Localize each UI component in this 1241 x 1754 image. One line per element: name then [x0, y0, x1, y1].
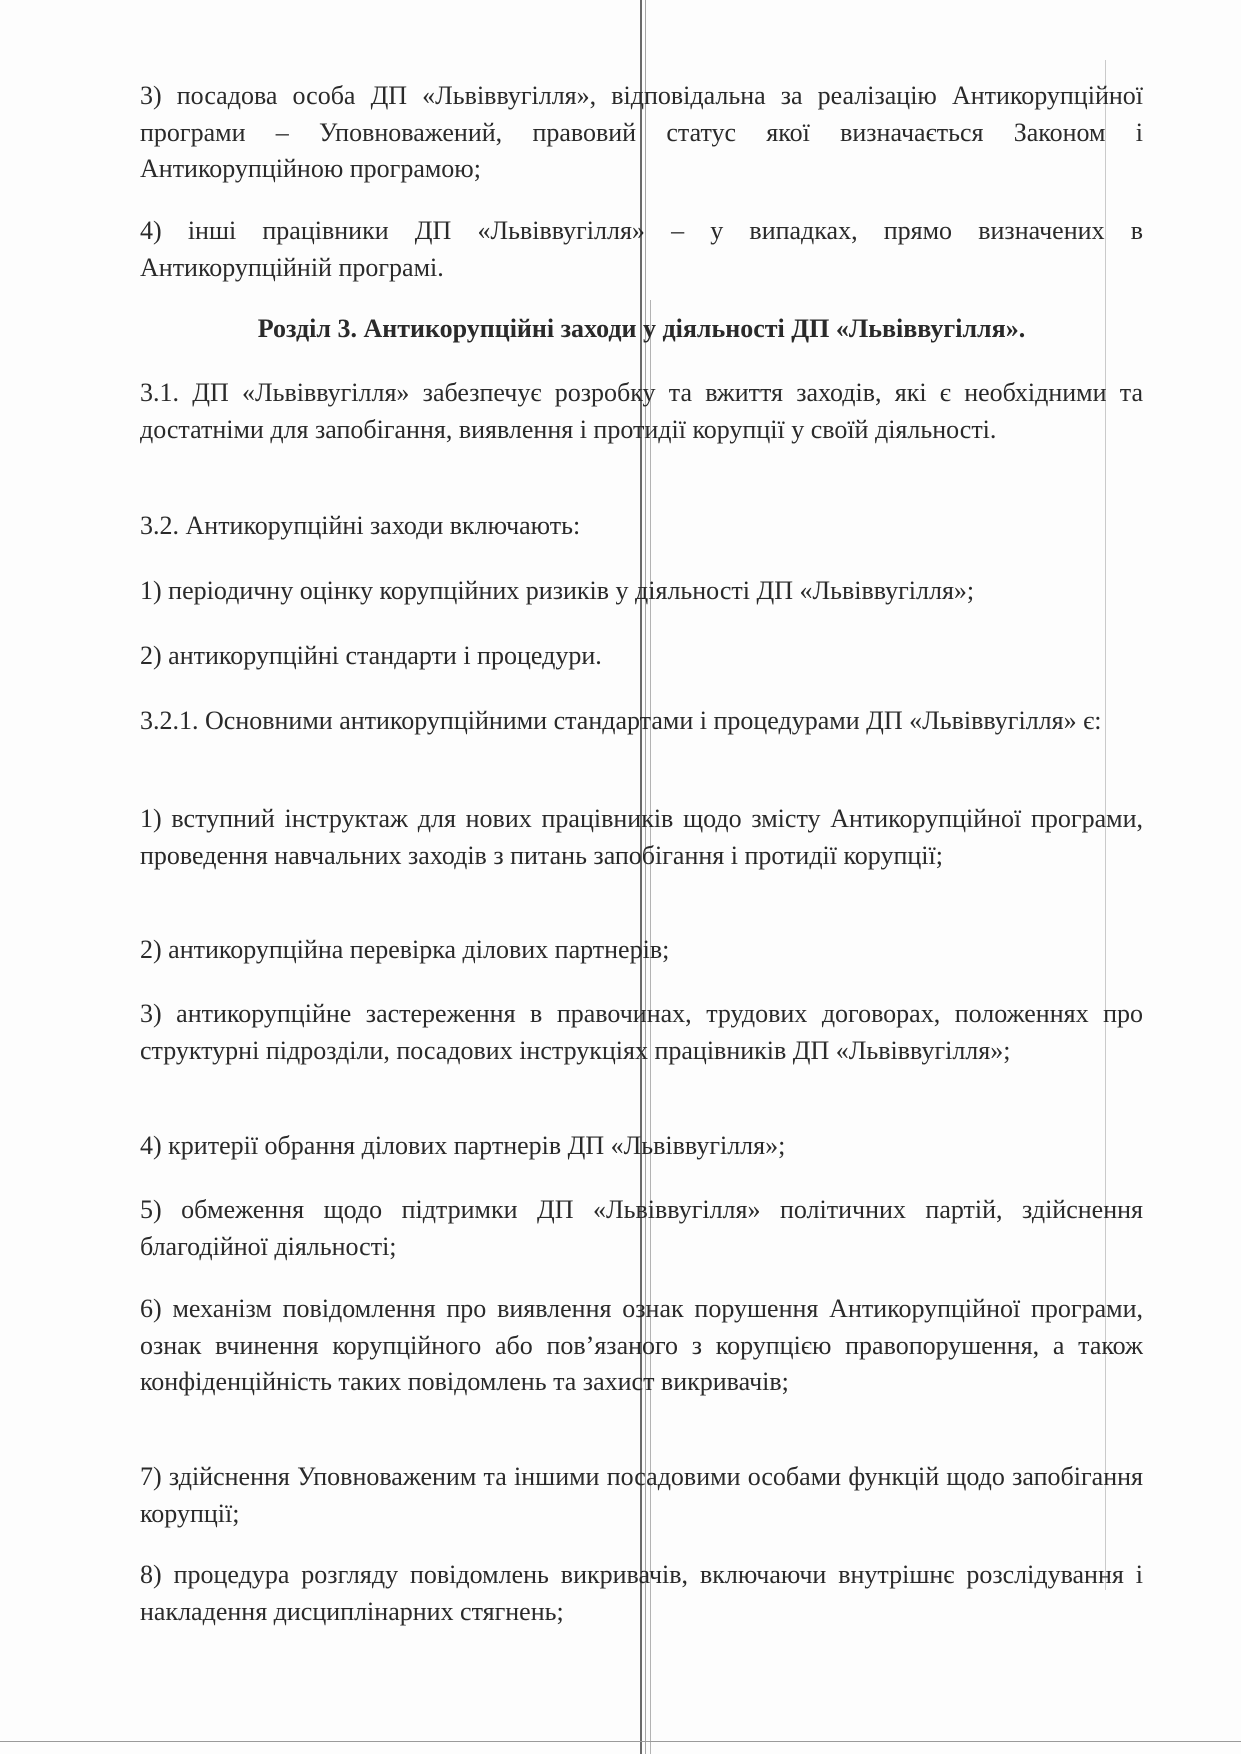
- list-item: 1) періодичну оцінку корупційних ризиків у діяльності ДП «Львіввугілля»;: [140, 576, 975, 605]
- list-item: 6) механізм повідомлення про виявлення ознак порушення Антикорупційної програми, ознак вчинення корупційного або пов’язаного з корупцією правопорушення, а також конфіденційність таких повідомлень та захист викривачів;: [140, 1294, 1143, 1396]
- section-heading: Розділ 3. Антикорупційні заходи у діяльності ДП «Львіввугілля».: [257, 314, 1026, 343]
- list-item: 5) обмеження щодо підтримки ДП «Львіввугілля» політичних партій, здійснення благодійної діяльності;: [140, 1195, 1143, 1261]
- paragraph: 3.2. Антикорупційні заходи включають:: [140, 511, 581, 540]
- list-item: 3) антикорупційне застереження в правочинах, трудових договорах, положеннях про структурні підрозділи, посадових інструкціях працівників ДП «Львіввугілля»;: [140, 999, 1143, 1065]
- paragraph: 3.1. ДП «Львіввугілля» забезпечує розробку та вжиття заходів, які є необхідними та достатніми для запобігання, виявлення і протидії корупції у своїй діяльності.: [140, 378, 1143, 444]
- list-item: 8) процедура розгляду повідомлень викривачів, включаючи внутрішнє розслідування і накладення дисциплінарних стягнень;: [140, 1560, 1143, 1626]
- list-item: 7) здійснення Уповноваженим та іншими посадовими особами функцій щодо запобігання корупції;: [140, 1462, 1143, 1528]
- paragraph: 4) інші працівники ДП «Львіввугілля» – у випадках, прямо визначених в Антикорупційній програмі.: [140, 216, 1143, 282]
- page-bottom-edge: [0, 1741, 1241, 1742]
- paragraph: 3) посадова особа ДП «Львіввугілля», відповідальна за реалізацію Антикорупційної програми – Уповноважений, правовий статус якої визначається Законом і Антикорупційною програмою;: [140, 81, 1143, 183]
- list-item: 4) критерії обрання ділових партнерів ДП «Львіввугілля»;: [140, 1131, 786, 1160]
- paragraph: 3.2.1. Основними антикорупційними стандартами і процедурами ДП «Львіввугілля» є:: [140, 706, 1102, 735]
- list-item: 1) вступний інструктаж для нових працівників щодо змісту Антикорупційної програми, проведення навчальних заходів з питань запобігання і протидії корупції;: [140, 804, 1143, 870]
- list-item: 2) антикорупційні стандарти і процедури.: [140, 641, 602, 670]
- list-item: 2) антикорупційна перевірка ділових партнерів;: [140, 935, 670, 964]
